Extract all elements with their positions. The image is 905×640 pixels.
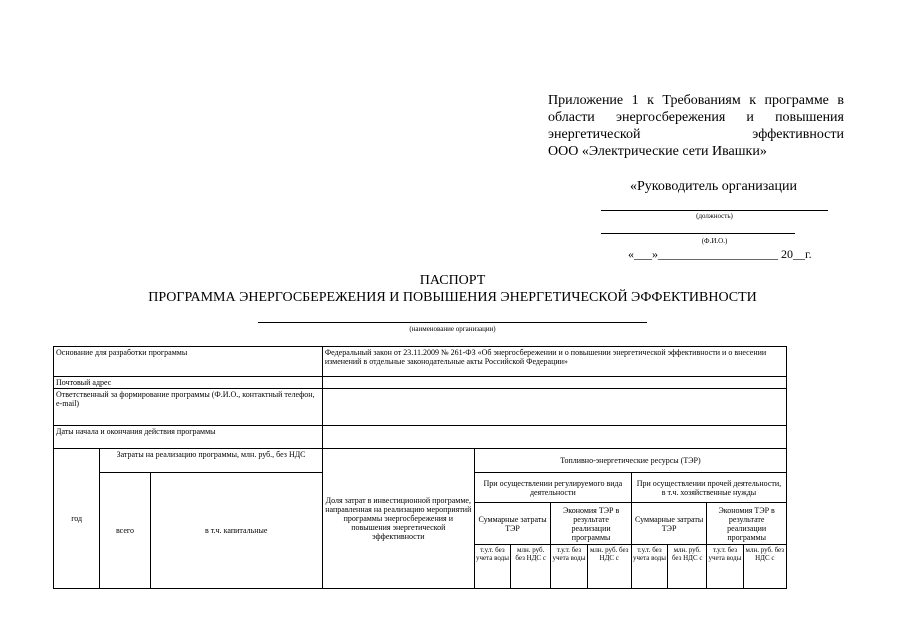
- unit-mln: млн. руб. без НДС с: [743, 545, 786, 589]
- dates-value: [322, 426, 786, 449]
- other-savings-header: Экономия ТЭР в результате реализации программы: [707, 503, 787, 545]
- regulated-savings-header: Экономия ТЭР в результате реализации программы: [551, 503, 632, 545]
- costs-header: Затраты на реализацию программы, млн. руб., без НДС: [100, 449, 323, 473]
- address-value: [322, 377, 786, 389]
- approval-heading: «Руководитель организации: [630, 179, 797, 194]
- other-total-costs-header: Суммарные затраты ТЭР: [631, 503, 706, 545]
- appendix-line-2: области энергосбережения и повышения: [548, 110, 844, 125]
- appendix-line-3: энергетической эффективности: [548, 127, 844, 142]
- fio-line: [601, 233, 795, 234]
- unit-tut: т.у.т. без учета воды: [707, 545, 743, 589]
- regulated-total-costs-header: Суммарные затраты ТЭР: [474, 503, 551, 545]
- org-name-line: [258, 322, 647, 323]
- passport-table: [53, 346, 787, 589]
- year-header: год: [54, 449, 100, 589]
- appendix-line-1: Приложение 1 к Требованиям к программе в: [548, 93, 844, 108]
- passport-title: ПАСПОРТ: [419, 273, 486, 288]
- unit-tut: т.у.т. без учета воды: [474, 545, 510, 589]
- basis-label: Основание для разработки программы: [54, 347, 323, 377]
- fio-caption: (Ф.И.О.): [701, 237, 728, 245]
- other-activity-header: При осуществлении прочей деятельности, в т.ч. хозяйственные нужды: [631, 473, 786, 503]
- unit-mln: млн. руб. без НДС с: [511, 545, 551, 589]
- costs-capital-header: в т.ч. капитальные: [150, 473, 322, 589]
- org-caption: (наименование организации): [409, 325, 496, 333]
- responsible-label: Ответственный за формирование программы (Ф.И.О., контактный телефон, e-mail): [54, 389, 323, 426]
- unit-tut: т.у.т. без учета воды: [631, 545, 667, 589]
- date-line: «___»____________________ 20__г.: [628, 247, 812, 261]
- position-caption: (должность): [696, 212, 733, 220]
- address-label: Почтовый адрес: [54, 377, 323, 389]
- unit-mln: млн. руб. без НДС с: [587, 545, 631, 589]
- unit-tut: т.у.т. без учета воды: [551, 545, 587, 589]
- regulated-header: При осуществлении регулируемого вида деятельности: [474, 473, 631, 503]
- dates-label: Даты начала и окончания действия программы: [54, 426, 323, 449]
- unit-mln: млн. руб. без НДС с: [668, 545, 707, 589]
- passport-subtitle: ПРОГРАММА ЭНЕРГОСБЕРЕЖЕНИЯ И ПОВЫШЕНИЯ ЭНЕРГЕТИЧЕСКОЙ ЭФФЕКТИВНОСТИ: [148, 290, 757, 305]
- fuel-header: Топливно-энергетические ресурсы (ТЭР): [474, 449, 786, 473]
- costs-total-header: всего: [100, 473, 150, 589]
- appendix-line-4: ООО «Электрические сети Ивашки»: [548, 144, 767, 159]
- position-line: [601, 210, 828, 211]
- share-header: Доля затрат в инвестиционной программе, направленная на реализацию мероприятий программы энергосбережения и повышения энергетической эффективности: [322, 449, 474, 589]
- basis-value: Федеральный закон от 23.11.2009 № 261-ФЗ «Об энергосбережении и о повышении энергетической эффективности и о внесении изменений в отдельные законодательные акты Российской Федерации»: [322, 347, 786, 377]
- responsible-value: [322, 389, 786, 426]
